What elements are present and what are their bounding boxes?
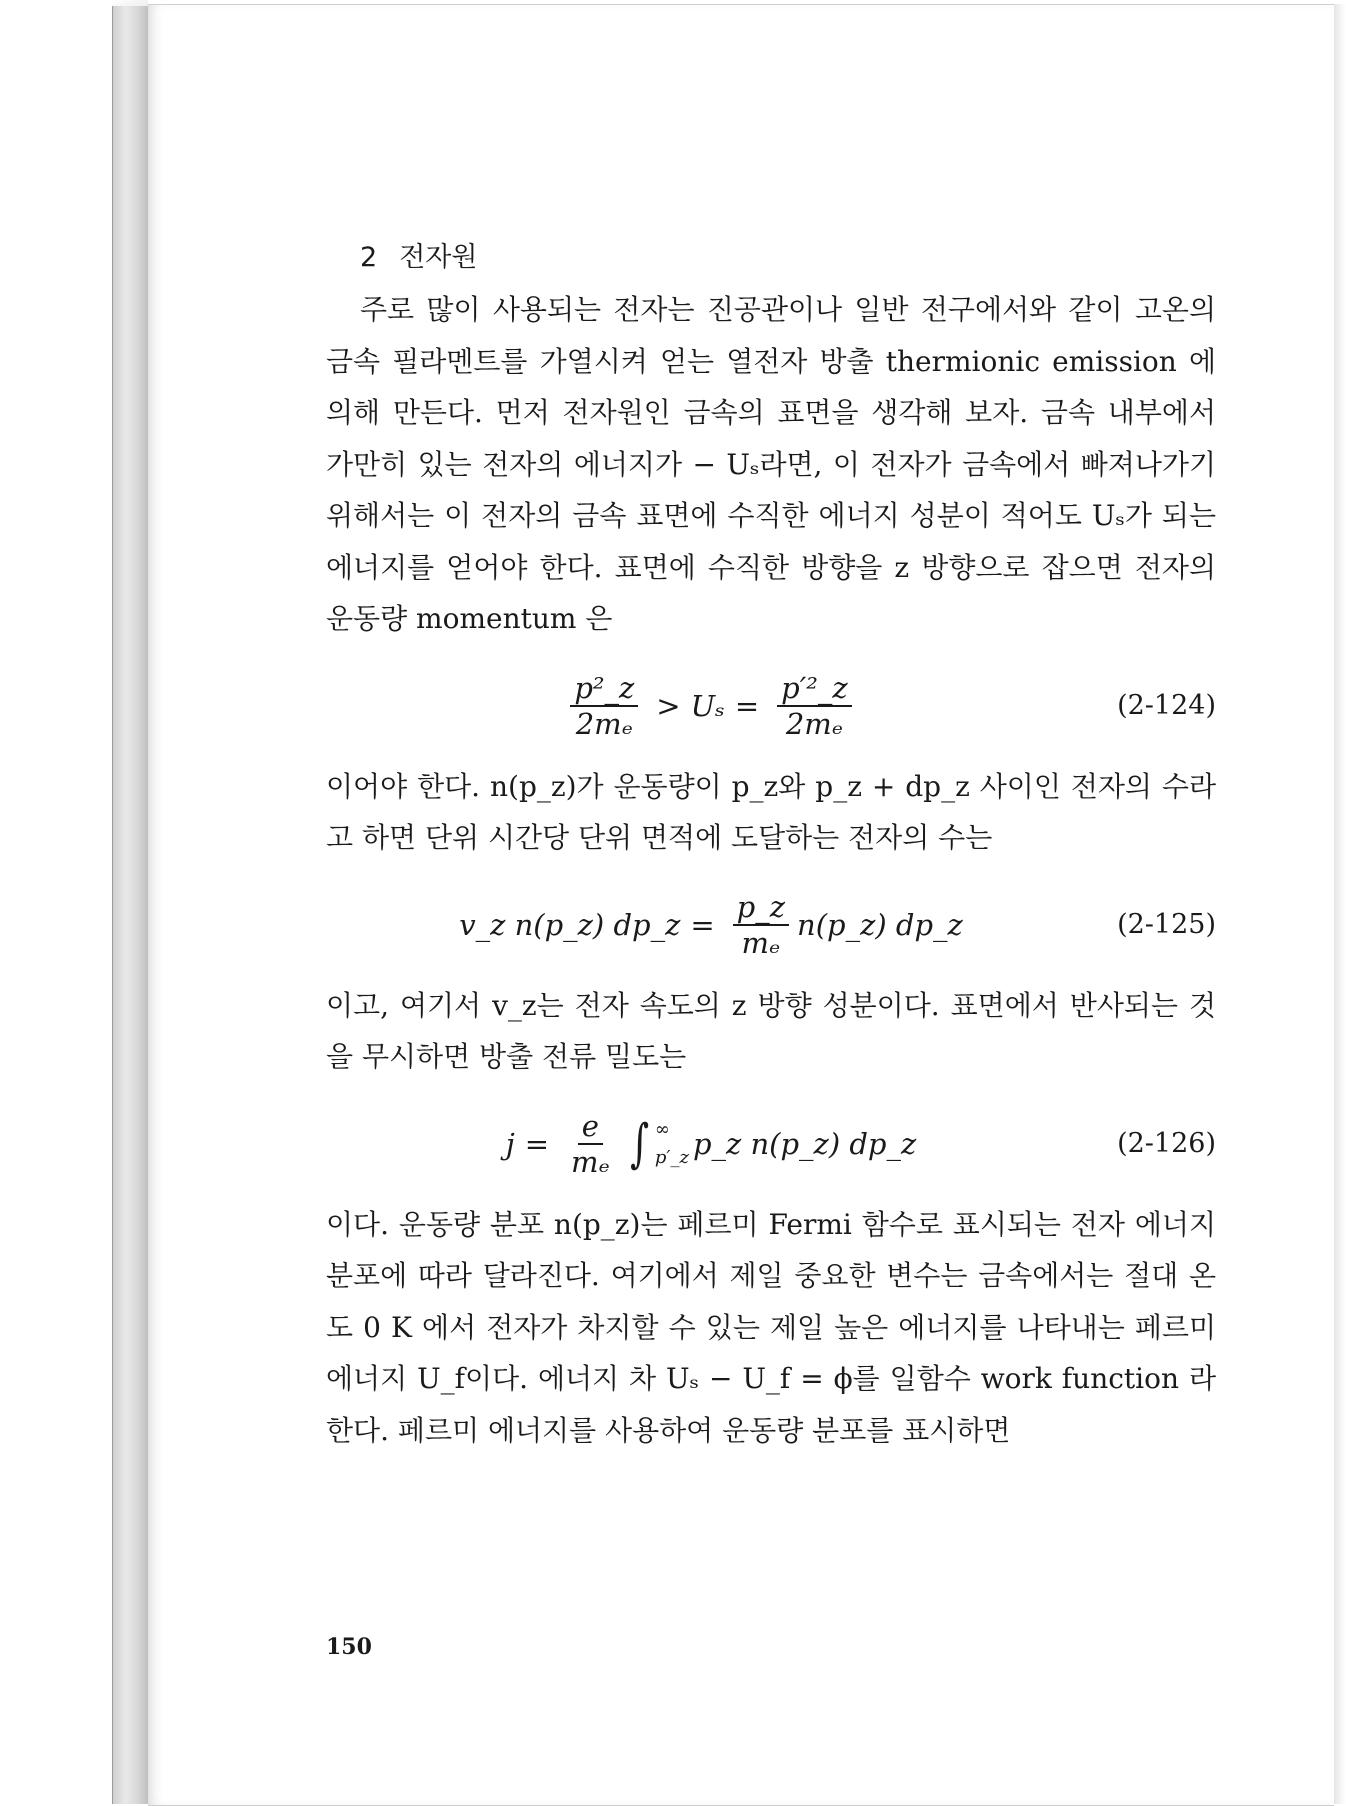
upper-limit: ∞ [654,1118,670,1140]
section-header [360,238,1216,278]
fraction [570,671,638,741]
equation-2-124 [326,651,1216,761]
integrand: p_z n(p_z) dp_z [692,1126,917,1161]
numerator: e [578,1109,603,1145]
term: Uₛ [690,688,725,723]
equation-2-125 [326,870,1216,980]
fraction [777,671,852,741]
operator: = [734,688,760,723]
numerator: p_z [733,890,789,926]
section-title: 전자원 [399,242,478,273]
equation-body [326,651,1096,761]
equation-label: (2-124) [1117,690,1216,721]
operator: = [690,907,715,942]
paragraph-4: 이다. 운동량 분포 n(p_z)는 페르미 Fermi 함수로 표시되는 전자 에너지 분포에 따라 달라진다. 여기에서 제일 중요한 변수는 금속에서는 절대 온도 0 K 에서 전자가 차지할 수 있는 제일 높은 에너지를 나타내는 페르미 에너지 U_f이다. 에너지 차 Uₛ − U_f = ϕ를 일함수 work function 라 한다. 페르미 에너지를 사용하여 운동량 분포를 표시하면 [326,1207,1216,1447]
page-content [326,238,1216,1456]
page-number: 150 [326,1634,372,1660]
integral-sign: ∫ [629,1113,649,1174]
section-number: 2 [360,242,378,273]
fraction [567,1109,614,1179]
equation-2-126 [326,1089,1216,1199]
paragraph-3: 이고, 여기서 v_z는 전자 속도의 z 방향 성분이다. 표면에서 반사되는 것을 무시하면 방출 전류 밀도는 [326,988,1216,1073]
equation-label: (2-125) [1117,909,1216,940]
numerator: p²_z [570,671,638,707]
denominator: mₑ [741,925,781,960]
term: v_z n(p_z) dp_z [459,907,681,942]
equation-body [326,870,1096,980]
operator: > [656,688,681,723]
term: n(p_z) dp_z [797,907,963,942]
page-right-edge [1334,4,1346,1804]
integral-limits [655,1116,689,1172]
operator: = [524,1126,550,1161]
numerator: p′²_z [777,671,852,707]
book-spine [112,6,149,1804]
denominator: mₑ [571,1144,610,1179]
equation-label: (2-126) [1117,1128,1216,1159]
term: j [505,1126,515,1161]
paragraph-1: 주로 많이 사용되는 전자는 진공관이나 일반 전구에서와 같이 고온의 금속 필라멘트를 가열시켜 얻는 열전자 방출 thermionic emission 에 의해 만든다. 먼저 전자원인 금속의 표면을 생각해 보자. 금속 내부에서 가만히 있는 전자의 에너지가 − Uₛ라면, 이 전자가 금속에서 빠져나가기 위해서는 이 전자의 금속 표면에 수직한 에너지 성분이 적어도 Uₛ가 되는 에너지를 얻어야 한다. 표면에 수직한 방향을 z 방향으로 잡으면 전자의 운동량 momentum 은 [326,293,1216,635]
denominator: 2mₑ [785,706,843,741]
denominator: 2mₑ [575,706,633,741]
paragraph-2: 이어야 한다. n(p_z)가 운동량이 p_z와 p_z + dp_z 사이인 전자의 수라고 하면 단위 시간당 단위 면적에 도달하는 전자의 수는 [326,769,1216,854]
lower-limit: p′_z [654,1146,689,1168]
fraction [733,890,789,960]
equation-body [326,1089,1096,1199]
